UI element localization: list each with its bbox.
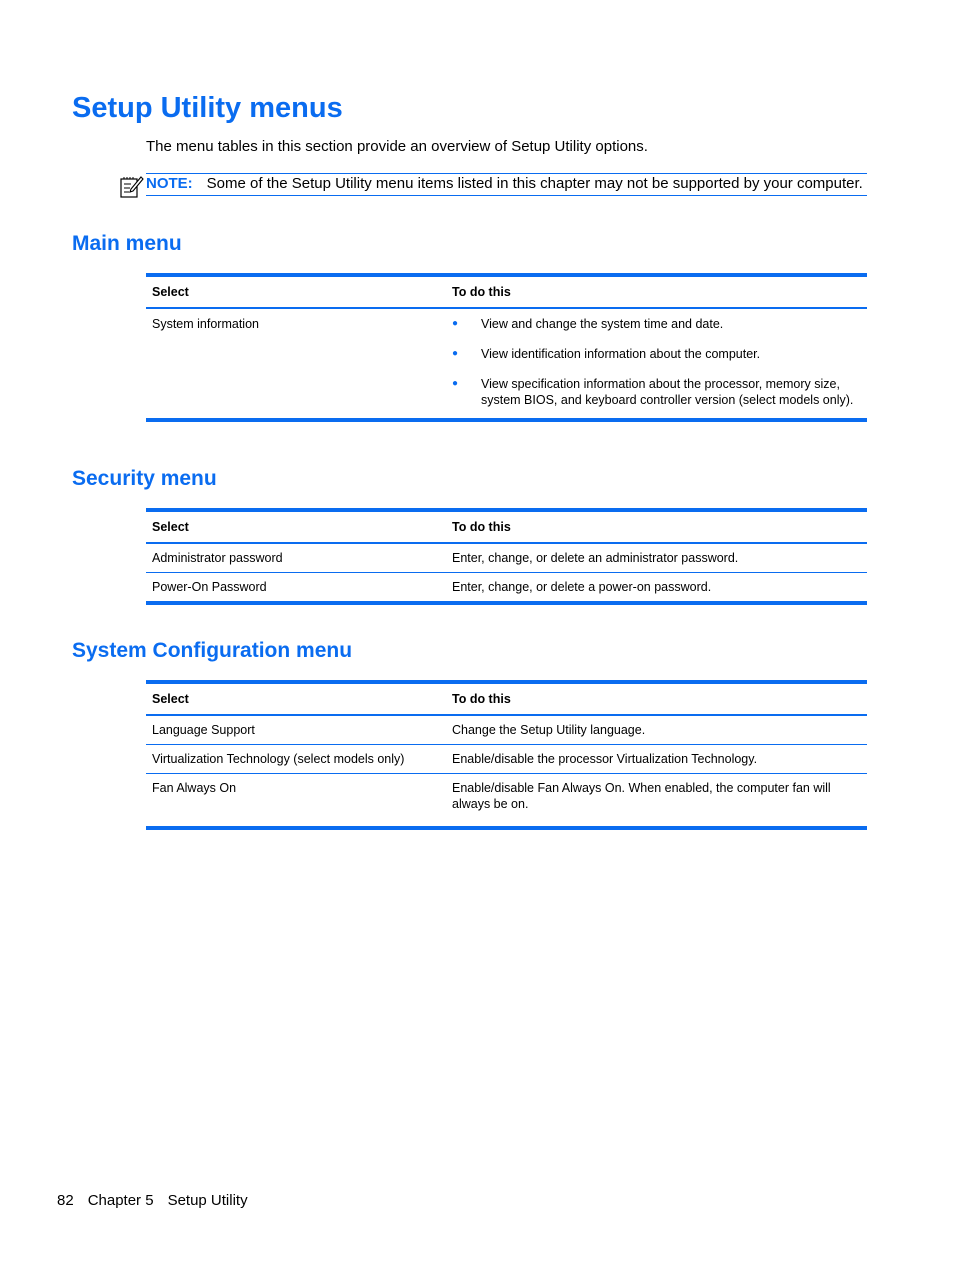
column-header-action: To do this bbox=[452, 692, 511, 706]
column-header-select: Select bbox=[152, 520, 189, 534]
action-cell: Enter, change, or delete a power-on password. bbox=[452, 580, 712, 594]
column-header-select: Select bbox=[152, 285, 189, 299]
column-header-action: To do this bbox=[452, 520, 511, 534]
select-cell: Virtualization Technology (select models only) bbox=[152, 752, 405, 766]
note-box bbox=[146, 173, 867, 196]
action-cell: Enter, change, or delete an administrator password. bbox=[452, 551, 739, 565]
select-cell: Administrator password bbox=[152, 551, 283, 565]
page-footer bbox=[57, 1191, 262, 1211]
page-title: Setup Utility menus bbox=[72, 92, 343, 124]
table-header-row bbox=[146, 682, 867, 715]
action-cell bbox=[446, 308, 867, 420]
intro-paragraph: The menu tables in this section provide an overview of Setup Utility options. bbox=[146, 138, 648, 155]
security-menu-title: Security menu bbox=[72, 467, 217, 490]
table-header-row bbox=[146, 510, 867, 543]
table-row bbox=[146, 774, 867, 829]
security-menu-table bbox=[146, 508, 867, 605]
table-row bbox=[146, 745, 867, 774]
list-item: ● View and change the system time and date. bbox=[452, 316, 859, 332]
table-row bbox=[146, 308, 867, 420]
select-cell: Power-On Password bbox=[152, 580, 267, 594]
select-cell: System information bbox=[152, 317, 259, 331]
bullet-list bbox=[452, 316, 859, 408]
list-item: ● View identification information about the computer. bbox=[452, 346, 859, 362]
table-row bbox=[146, 715, 867, 745]
list-item: ● View specification information about the processor, memory size, system BIOS, and keyboard controller version (select models only). bbox=[452, 376, 859, 408]
select-cell: Fan Always On bbox=[152, 781, 237, 795]
main-menu-table bbox=[146, 273, 867, 422]
action-cell: Enable/disable the processor Virtualization Technology. bbox=[452, 752, 758, 766]
column-header-select: Select bbox=[152, 692, 189, 706]
chapter-label: Chapter 5 bbox=[87, 1192, 154, 1209]
table-header-row bbox=[146, 275, 867, 308]
action-cell: Enable/disable Fan Always On. When enabled, the computer fan will always be on. bbox=[452, 781, 831, 811]
page-number: 82 bbox=[57, 1192, 74, 1209]
note-pencil-icon bbox=[120, 176, 144, 198]
table-row bbox=[146, 543, 867, 573]
select-cell: Language Support bbox=[152, 723, 255, 737]
note-text: Some of the Setup Utility menu items listed in this chapter may not be supported by your computer. bbox=[206, 175, 863, 192]
table-row bbox=[146, 573, 867, 604]
main-menu-title: Main menu bbox=[72, 232, 182, 255]
system-configuration-menu-table bbox=[146, 680, 867, 830]
column-header-action: To do this bbox=[452, 285, 511, 299]
system-configuration-menu-title: System Configuration menu bbox=[72, 639, 353, 662]
chapter-title: Setup Utility bbox=[167, 1192, 248, 1209]
action-cell: Change the Setup Utility language. bbox=[452, 723, 646, 737]
note-label: NOTE: bbox=[146, 175, 193, 192]
